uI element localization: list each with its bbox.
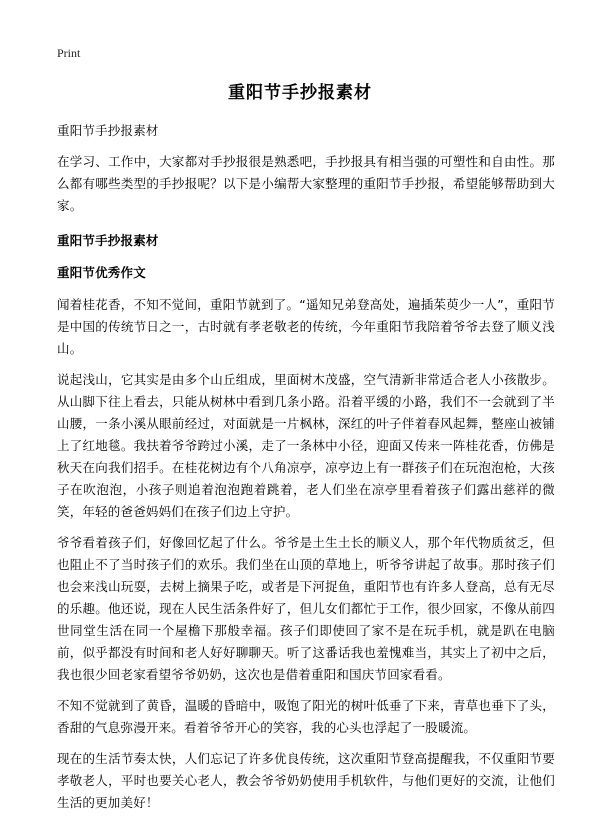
paragraph: 不知不觉就到了黄昏，温暖的昏暗中，吸饱了阳光的树叶低垂了下来，青草也垂下了头，香甜的气息弥漫开来。看着爷爷开心的笑容，我的心头也浮起了一股暖流。 — [57, 698, 555, 735]
essay-heading: 重阳节优秀作文 — [57, 265, 146, 280]
paragraph: 说起浅山，它其实是由多个山丘组成，里面树木茂盛，空气清新非常适合老人小孩散步。从山脚下往上看去，只能从树林中看到几条小路。沿着平缓的小路，我们不一会就到了半山腰，一条小溪从眼前经过，对面就是一片枫林，深红的叶子伴着春风起舞，整座山被铺上了红地毯。我扶着爷爷跨过小溪，走了一条林中小径，迎面又传来一阵桂花香，仿佛是秋天在向我们招手。在桂花树边有个八角凉亭，凉亭边上有一群孩子们在玩泡泡枪，大孩子在吹泡泡，小孩子则追着泡泡跑着跳着，老人们坐在凉亭里看着孩子们露出慈祥的微笑，年轻的爸爸妈妈们在孩子们边上守护。 — [57, 372, 555, 519]
print-link[interactable]: Print — [57, 46, 81, 60]
page-title: 重阳节手抄报素材 — [228, 83, 372, 103]
subtitle: 重阳节手抄报素材 — [57, 123, 159, 138]
section-heading: 重阳节手抄报素材 — [57, 233, 159, 248]
article-body — [57, 120, 555, 823]
paragraph: 闻着桂花香，不知不觉间，重阳节就到了。“遥知兄弟登高处，遍插茱萸少一人”，重阳节是中国的传统节日之一，古时就有孝老敬老的传统，今年重阳节我陪着爷爷去登了顺义浅山。 — [57, 297, 555, 356]
paragraph: 爷爷看着孩子们，好像回忆起了什么。爷爷是土生土长的顺义人，那个年代物质贫乏，但也阻止不了当时孩子们的欢乐。我们坐在山顶的草地上，听爷爷讲起了故事。那时孩子们也会来浅山玩耍，去树上摘果子吃，或者是下河捉鱼，重阳节也有许多人登高，总有无尽的乐趣。他还说，现在人民生活条件好了，但儿女们都忙于工作，很少回家，不像从前四世同堂生活在同一个屋檐下那般幸福。孩子们即使回了家不是在玩手机，就是趴在电脑前，似乎都没有时间和老人好好聊聊天。听了这番话我也羞愧难当，其实上了初中之后，我也很少回老家看望爷爷奶奶，这次也是借着重阳和国庆节回家看看。 — [57, 535, 555, 682]
intro-paragraph: 在学习、工作中，大家都对手抄报很是熟悉吧，手抄报具有相当强的可塑性和自由性。那么都有哪些类型的手抄报呢？以下是小编帮大家整理的重阳节手抄报，希望能够帮助到大家。 — [57, 154, 555, 213]
paragraph: 现在的生活节奏太快，人们忘记了许多优良传统，这次重阳节登高提醒我，不仅重阳节要孝敬老人，平时也要关心老人，教会爷爷奶奶使用手机软件，与他们更好的交流，让他们生活的更加美好！ — [57, 751, 555, 810]
